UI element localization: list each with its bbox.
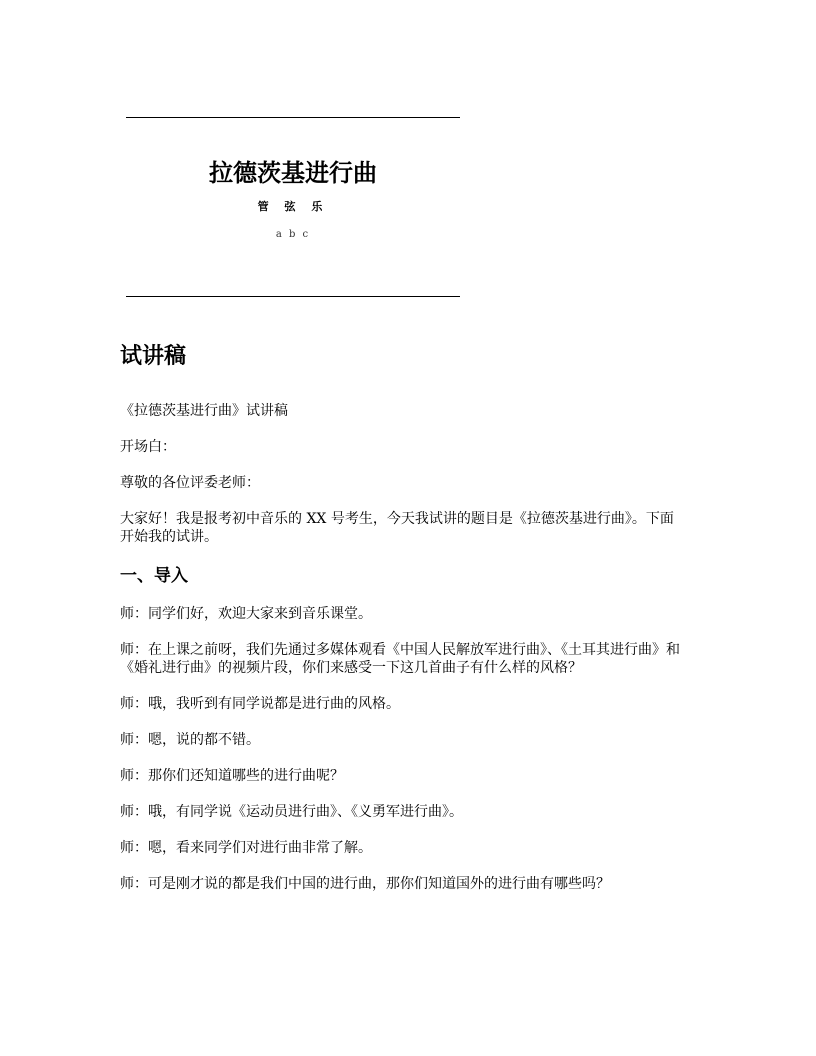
paragraph: 师：哦，有同学说《运动员进行曲》、《义勇军进行曲》。	[120, 804, 463, 820]
paragraph-title-line: 《拉德茨基进行曲》试讲稿	[120, 403, 288, 419]
paragraph: 师：同学们好，欢迎大家来到音乐课堂。	[120, 606, 372, 622]
document-heading: 试讲稿	[120, 344, 187, 369]
paragraph-salutation: 尊敬的各位评委老师：	[120, 475, 260, 491]
paragraph-opening-label: 开场白：	[120, 439, 176, 455]
paragraph: 师：在上课之前呀，我们先通过多媒体观看《中国人民解放军进行曲》、《土耳其进行曲》和《婚礼进行曲》的视频片段，你们来感受一下这几首曲子有什么样的风格？	[120, 642, 680, 676]
paragraph-greeting: 大家好！我是报考初中音乐的 XX 号考生，今天我试讲的题目是《拉德茨基进行曲》。下面开始我的试讲。	[120, 511, 674, 545]
cover-bottom-rule	[126, 296, 460, 297]
paragraph: 师：嗯，看来同学们对进行曲非常了解。	[120, 840, 372, 856]
paragraph: 师：可是刚才说的都是我们中国的进行曲，那你们知道国外的进行曲有哪些吗？	[120, 876, 610, 892]
cover-title: 拉德茨基进行曲	[209, 158, 377, 187]
cover-subtitle: 管 弦 乐	[257, 200, 329, 213]
document-body	[120, 342, 700, 911]
section-heading-intro: 一、导入	[120, 566, 188, 586]
paragraph: 师：嗯，说的都不错。	[120, 732, 260, 748]
paragraph: 师：那你们还知道哪些的进行曲呢？	[120, 768, 344, 784]
paragraph: 师：哦，我听到有同学说都是进行曲的风格。	[120, 696, 400, 712]
cover-author: a b c	[275, 229, 311, 240]
cover-top-rule	[126, 117, 460, 118]
